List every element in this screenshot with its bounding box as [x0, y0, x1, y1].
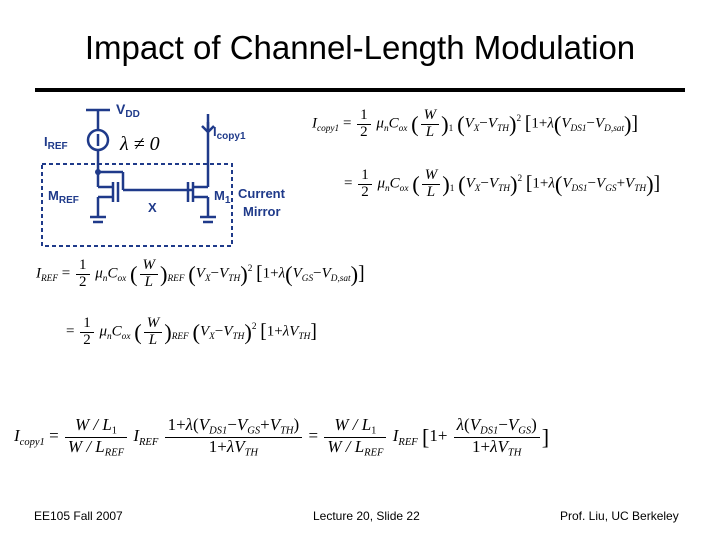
svg-text:IREF: $I_{REF}$ — [44, 134, 68, 152]
vdd-label: V — [116, 101, 126, 117]
lambda-condition: λ ≠ 0 — [120, 133, 160, 155]
eq-icopy-line2: = $\frac{1}{2}$ $\mu_nC_{ox}$ ( $\frac{W}{L}$ )$_1$ $(V_X-V_{TH})^2$ $[1+\lambda(V_{DS1}-V_{GS}+V_{TH})]$ — [344, 167, 661, 200]
eq-iref-line1: $I_{REF}$ = $\frac{1}{2}$ $\mu_nC_{ox}$ ( $\frac{W}{L}$ )$_{REF}$ $(V_X-V_{TH})^2$ $[1+\lambda(V_{GS}-V_{D,sat})]$ — [36, 257, 365, 290]
footer-course: EE105 Fall 2007 — [34, 509, 123, 523]
mirror-label: Mirror — [243, 204, 281, 219]
icopy-label: I — [213, 124, 217, 139]
svg-text:VDD: $V_{DD}$ — [116, 101, 140, 120]
node-x-label: X — [148, 200, 157, 215]
eq-icopy-line1: $I_{copy1}$ = $\frac{1}{2}$ $\mu_nC_{ox}$ ( $\frac{W}{L}$ )$_1$ $(V_X-V_{TH})^2$ $[1+\lambda(V_{DS1}-V_{D,sat})]$ — [312, 107, 639, 140]
m1-label: M — [214, 188, 225, 203]
current-mirror-circuit — [38, 92, 298, 252]
current-label: Current — [238, 186, 285, 201]
page-title: Impact of Channel-Length Modulation — [84, 29, 636, 66]
footer-author: Prof. Liu, UC Berkeley — [560, 509, 679, 523]
mref-label: M — [48, 188, 59, 203]
footer-slide: Lecture 20, Slide 22 — [313, 509, 420, 523]
eq-iref-line2: = $\frac{1}{2}$ $\mu_nC_{ox}$ ( $\frac{W}{L}$ )$_{REF}$ $(V_X-V_{TH})^2$ $[1+\lambda V_{TH}]$ — [66, 315, 317, 348]
eq-icopy-ratio: $I_{copy1}$ = $\frac{W / L_1}{W / L_{REF}}$ $I_{REF}$ $\frac{1+\lambda(V_{DS1}-V_{GS}+V_{TH})}{1+\lambda V_{TH}}$ = $\frac{W / L_1}{W / L_{REF}}$ $I_{REF}$ [1+ $\frac{\lambda(V_{DS1}-V_{GS})}{1+\lambda V_{TH}}$ ] — [14, 415, 550, 459]
svg-text:Icopy1: $I_{copy1}$ — [213, 124, 246, 142]
svg-text:M1: $M_1$ — [214, 188, 231, 206]
svg-text:MREF: $M_{REF}$ — [48, 188, 79, 206]
iref-label: I — [44, 134, 48, 149]
